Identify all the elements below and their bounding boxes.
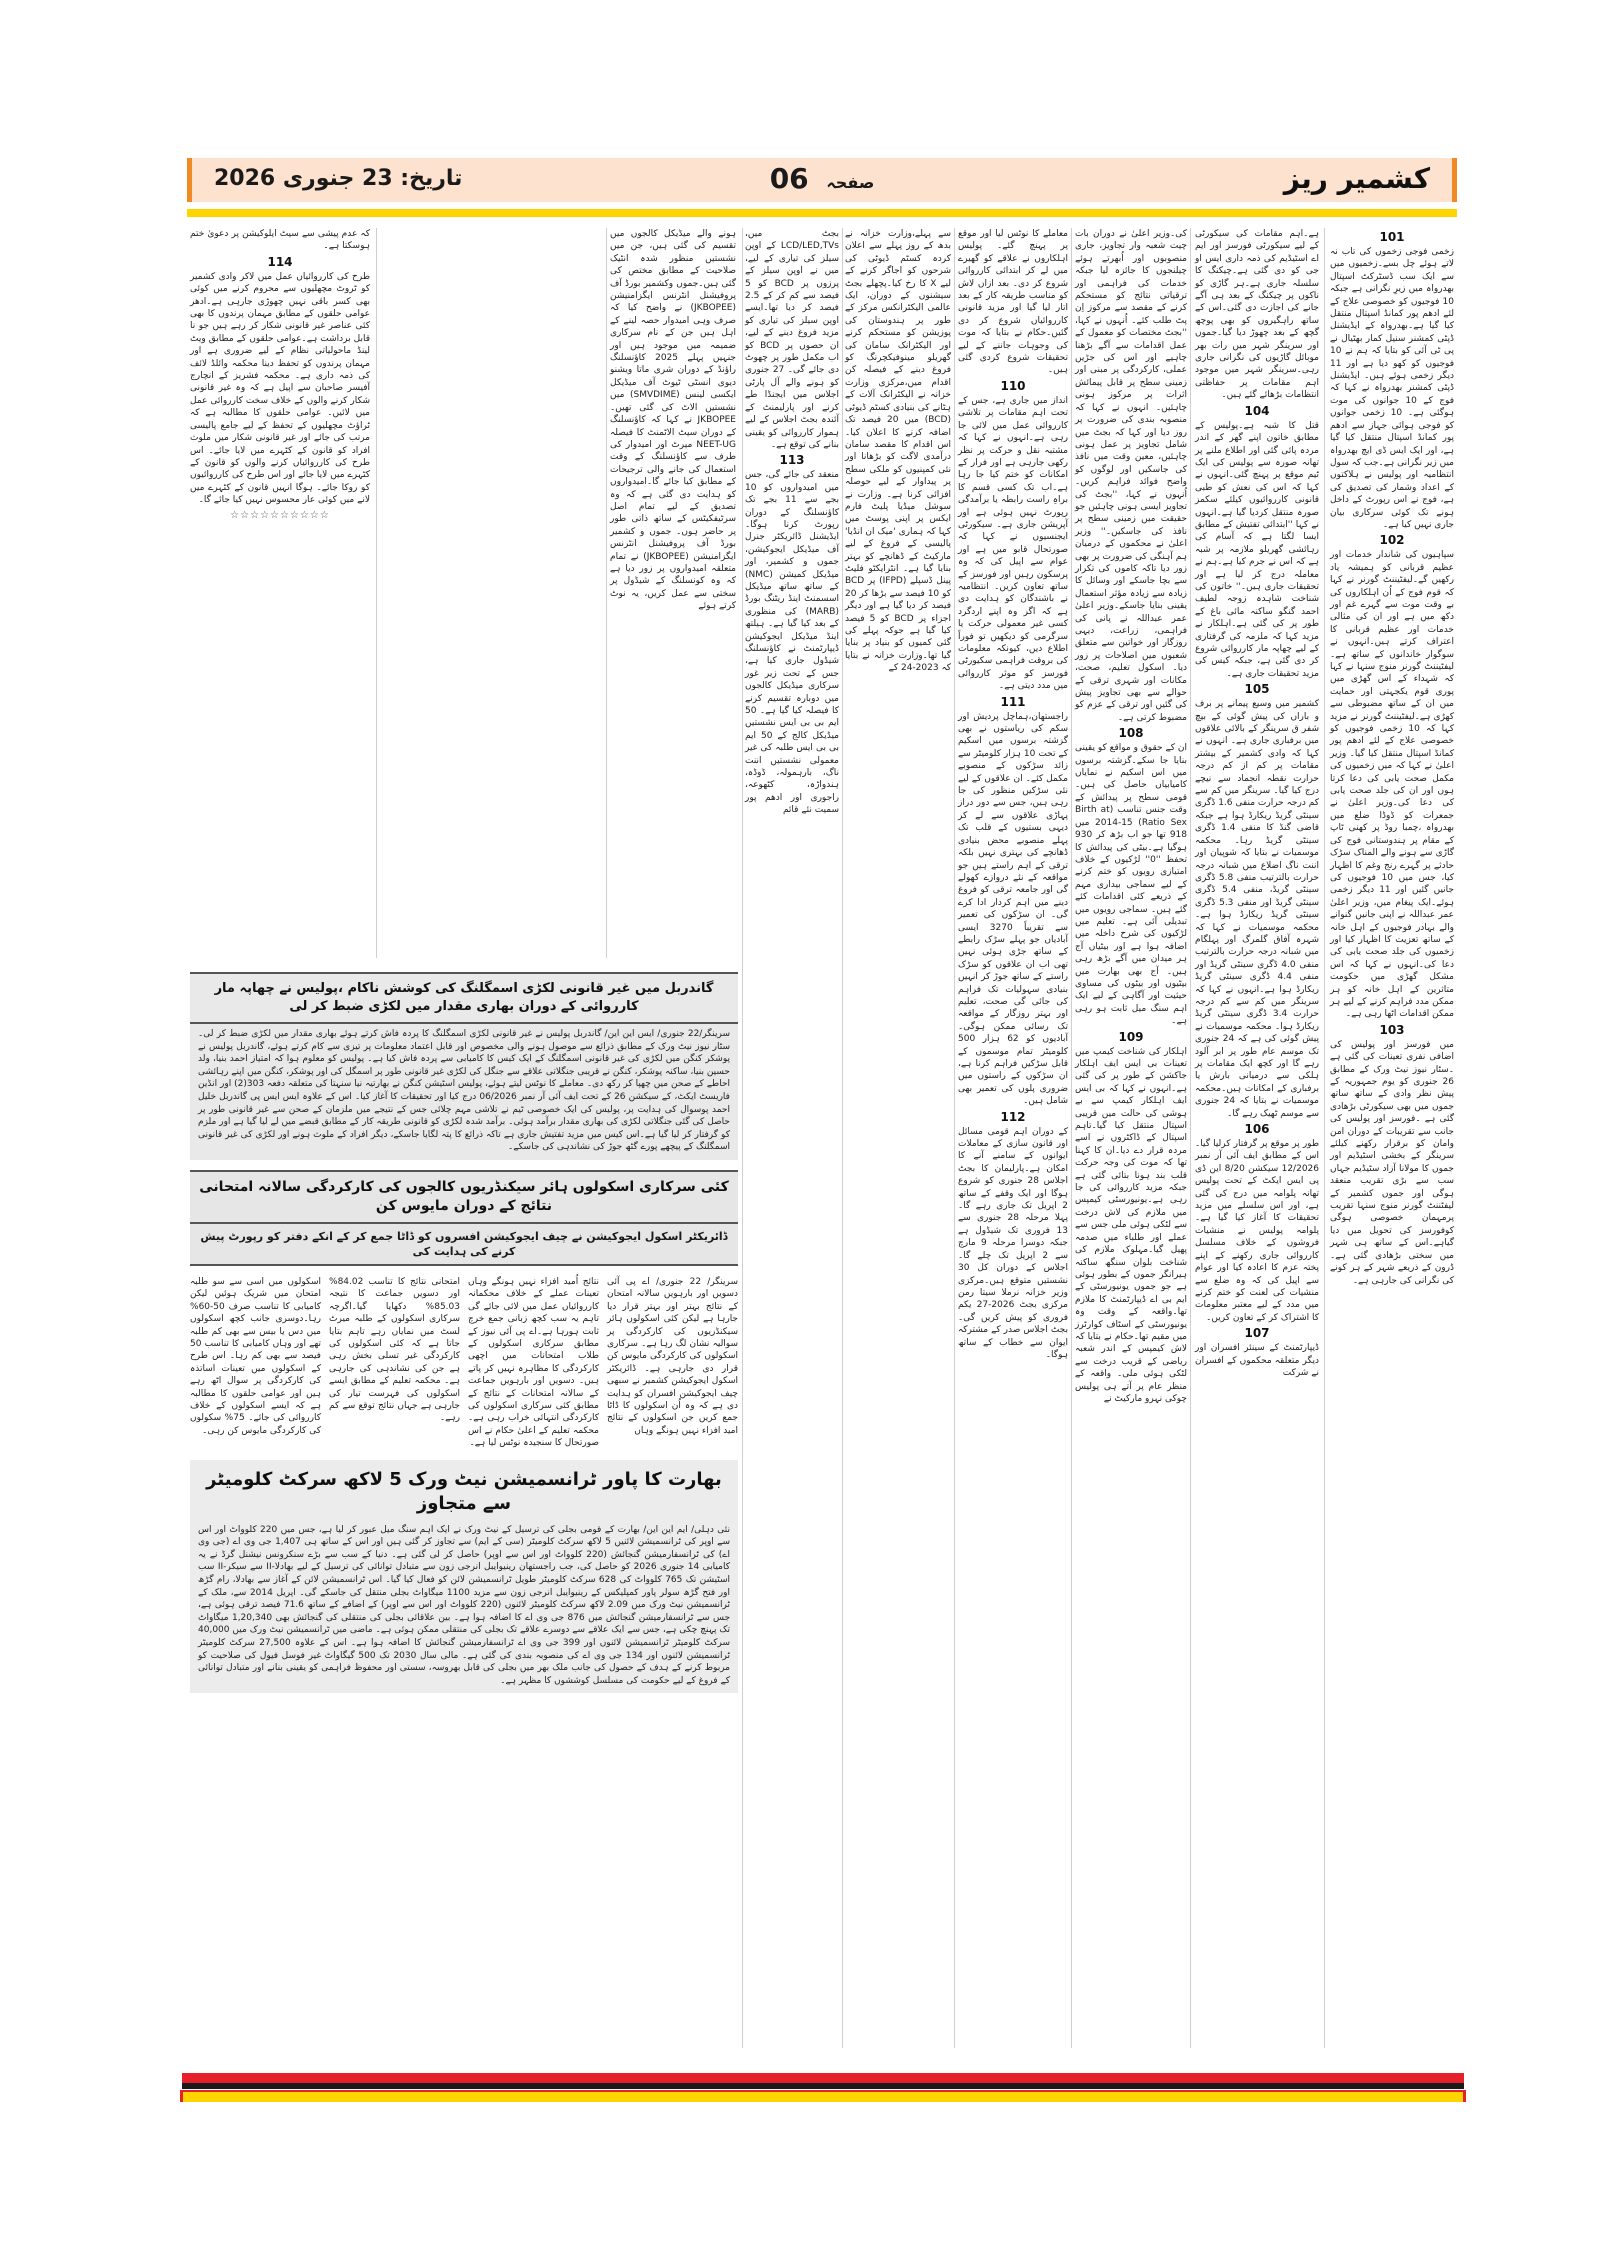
article-paragraph: میں فورسز اور پولیس کی اضافی نفری تعینات کی گئی ہے ۔سٹار نیوز نیٹ ورک کے مطابق 26 جنوری کو یوم جمہوریہ کے پیش نظر وادی کے ساتھ ساتھ جموں میں بھی سیکورٹی بڑھادی گئی ہے ۔فورسز اور پولیس کی جانب سے تقریبات کے دوران امن وامان کو برقرار رکھنے کیلئے سرینگر کے بخشی اسٹیڈیم اور جموں کا مولانا آزاد سٹیڈیم جہاں سب سے بڑی تقریب منعقد ہوگی اور جموں کشمیر کے لیفٹننٹ گورنر منوج سنہا تقریب پرمہمان خصوصی ہوگی کوفورسز کی تحویل میں دیا گیاہے۔اس کے ساتھ ہی شہر میں سختی بڑھادی گئی ہے۔ڈرون کے ذریعے شہر کے ہر کونے کی نگرانی کی جارہی ہے۔ [1330, 1039, 1454, 1286]
section-number: 101 [1379, 230, 1405, 244]
article-paragraph: قتل کا شبہ ہے۔پولیس کے مطابق خاتون اپنے گھر کے اندر مردہ پائی گئی اور اطلاع ملنے پر تھانہ صورہ سے پولیس کی ایک ٹیم موقع پر پہنچ گئی۔انہوں نے کہا کہ اس کی نعش کو طبی قانونی کارروائیوں کیلئے سکمز صورہ منتقل کردیا گیا ہے۔انہوں نے کہا ''ابتدائی تفتیش کے مطابق ایسا لگتا ہے کہ آسام کی رہائشی گھریلو ملازمہ پر شبہ ہے کہ اس نے جرم کیا ہے۔ہم نے معاملہ درج کر لیا ہے اور تحقیقات جاری ہیں۔'' خاتون کی شناخت شاہدہ زوجہ لطیف احمد گنگو ساکنہ مائی باغ کے طور پر کی گئی ہے۔اہلکار نے مزید کہا کہ ملزمہ کی گرفتاری کے لیے چھاپہ مار کارروائی شروع کر دی گئی ہے، جبکہ کیس کی مزید تحقیقات جاری ہے۔ [1195, 420, 1319, 679]
column-divider [842, 228, 843, 2048]
story-schools-columns [190, 1276, 738, 1450]
column-7 [610, 228, 736, 613]
column-divider [606, 228, 607, 958]
article-paragraph: بجٹ میں، LCD/LED,TVs کے اوپن سیلز کی تیاری کے لیے، میں نے اوپن سیلز کے پرزوں پر BCD کو 5 فیصد سے کم کر کے 2.5 فیصد کر دیا تھا۔ایسے اوپن سیلز کی تیاری کو مزید فروغ دینے کے لیے، ان حصوں پر BCD کو اب مکمل طور پر چھوٹ دی جائے گی۔ 27 جنوری کو ہونے والے آل پارٹی اجلاس میں ایجنڈا طے کرنے اور پارلیمنٹ کے آئندہ بجٹ اجلاس کے لیے ہموار کارروائی کو یقینی بنانے کی توقع ہے۔ [745, 229, 839, 450]
column-8 [190, 228, 370, 523]
headline-power-transmission[interactable]: بھارت کا پاور ٹرانسمیشن نیٹ ورک 5 لاکھ سرکٹ کلومیٹر سے متجاوز [206, 1468, 722, 1514]
section-number: 110 [1000, 378, 1026, 393]
section-number: 102 [1379, 533, 1405, 548]
section-number: 108 [1118, 726, 1144, 741]
schools-column-1: سرینگر/ 22 جنوری/ اے پی آئی دسویں اور بارہویں سالانہ امتحان کے نتائج بہتر اور بہتر قرار دیا جارہا ہے لیکن کئی اسکولوں ہائر سیکنڈریوں کی کارکردگی پر سوالیہ نشان لگ رہا ہے۔ سرکاری اسکولوں کی کارکردگی مایوس کن قرار دی جارہی ہے۔ ڈائریکٹر اسکول ایجوکیشن کشمیر نے سبھی چیف ایجوکیشن افسران کو ہدایت دی ہے کہ وہ اُن اسکولوں کا ڈاٹا جمع کریں جن اسکولوں کے نتائج امید افزاء نہیں ہونگے وہاں [607, 1276, 738, 1436]
schools-column-2: نتائج اُمید افزاء نہیں ہونگے وہاں تعینات عملے کے خلاف محکمانہ کارروائیاں عمل میں لائی جائے گی تاہم یہ سب کچھ زبانی جمع خرچ ثابت ہورہا ہے۔اے پی آئی نیوز کے مطابق سرکاری اسکولوں کے طلاب امتحانات میں اچھی کارکردگی کا مظاہرہ نہیں کر پاتے ہیں۔ دسویں اور بارہویں جماعت کے سالانہ امتحانات کے نتائج کے مطابق کئی سرکاری اسکولوں کی کارکردگی انتہائی خراب رہی ہے۔ محکمہ تعلیم کے اعلیٰ حکام نے اس صورتحال کا سنجیدہ نوٹس لیا ہے۔ [468, 1276, 599, 1449]
section-number: 114 [267, 254, 293, 269]
column-6 [745, 228, 839, 817]
headline-schools[interactable]: کئی سرکاری اسکولوں ہائر سیکنڈریوں کالجوں کی کارکردگی سالانہ امتحانی نتائج کے دوران مایوس کن [190, 1170, 738, 1224]
left-story-stack [190, 972, 738, 1693]
section-number: 112 [1000, 1109, 1026, 1124]
page-number-value: 06 [769, 162, 809, 195]
article-paragraph: راجستھان،ہماچل پردیش اور سکم کی ریاستوں نے بھی گزشتہ برسوں میں اسکیم کے تحت 10 ہزار کلومیٹر سے زائد سڑکوں کے منصوبے مکمل کئے۔ ان علاقوں کے لیے نئی سڑکیں منظور کی جا رہی ہیں، جس سے دور دراز پہاڑی علاقوں سے لے کر دیہی بستیوں کے قلب تک پہلے منصوبے محض بنیادی ڈھانچے کی بہتری نہیں بلکہ ترقی کے اہم راستے ہیں جو مواقعہ کے نئے دروازے کھولے گی اور جامعہ ترقی کو فروغ دینے میں اہم کردار ادا کرے گی۔ ان سڑکوں کی تعمیر سے تقریباً 3270 ایسی آبادیاں جو پہلے سڑک رابطے کے ساتھ جڑی ہوئی نہیں تھی اب ان علاقوں کو سڑک راستے کے ساتھ جوڑ کر انہیں بنیادی سہولیات تک فراہم کی جائی گی صحت، تعلیم اور بہتر روزگار کے مواقعہ تک رسائی ممکن ہوگی۔ آبادیوں کو 62 ہزار 500 کلومیٹر تمام موسموں کے قابل سڑکیں فراہم کرنا ہے، ان سڑکوں کے راستوں میں ضروری پلوں کی تعمیر بھی شامل ہیں۔ [958, 711, 1068, 1107]
article-paragraph: ہے۔اہم مقامات کی سیکورٹی کے لیے سیکورٹی فورسز اور ایم اے اسٹیڈیم کی ذمہ داری ایس او جی کو دی گئی ہے۔چیکنگ کا سلسلہ جاری ہے۔ہر گاڑی کو ناکوں پر چیکنگ کے بعد ہی آگے جانے کی اجازت دی گئی۔اس کے ساتھ راہگیروں کو بھی پوچھ گچھ کے بعد چھوڑ دیا گیا۔جموں اور سرینگر شہر میں رات بھر موبائل گاڑیوں کی نگرانی جاری رہی۔سرینگر شہر میں موجود اہم مقامات پر حفاظتی انتظامات بڑھائے گئے ہیں۔ [1195, 229, 1319, 401]
article-paragraph: کہ عدم پیشی سے سیٹ ایلوکیشن پر دعویٰ ختم ہوسکتا ہے۔ [190, 229, 370, 252]
column-divider [1071, 228, 1072, 2048]
article-paragraph: کی۔وزیر اعلیٰ نے دوران بات چیت شعبہ وار تجاویز، جاری منصوبوں اور اُبھرتے ہوئے چیلنجوں کا جائزہ لیا جبکہ خدمات کی فراہمی اور ترقیاتی نتائج کو مستحکم کرنے کے مقصد سے مرکوز اِن پٹ طلب کئے۔ اُنہوں نے کہا، ''بجٹ مختصات کو معمول کے عمل اقدامات سے آگے بڑھنا چاہیے اور اس کی جڑیں عملی، کارکردگی پر مبنی اور زمینی سطح پر قابل پیمائش اثرات پر مرکوز ہونی چاہئیں۔ انہوں نے کہا کہ منصوبہ بندی کی ضرورت پر روز دیا اور کہا کہ بجٹ میں شامل تجاویز پر عمل ہونی چاہئیں، معین وقت میں نافذ کی جاسکیں اور لوگوں کو واضح فوائد فراہم کریں۔ اُنہوں نے کہا، ''بجٹ کی تجاویز ایسی ہونی چاہئیں جو حقیقت میں زمینی سطح پر نافذ کی جاسکیں۔'' وزیر اعلیٰ نے محکموں کے درمیان ہم آہنگی کی ضرورت پر بھی زور دیا تاکہ کاموں کی تکرار سے بچا جاسکے اور وسائل کا زیادہ سے زیادہ مؤثر استعمال یقینی بنایا جاسکے۔وزیر اعلیٰ عمر عبداللہ نے پانی کی فراہمی، زراعت، دیہی روزگار اور خواتین سے متعلق شعبوں میں اصلاحات پر زور دیا۔ اسکول تعلیم، صحت، مکانات اور شہری ترقی کے حوالے سے بھی تجاویز پیش کی گئیں اور ترقی کے عزم کو مضبوط کرتی ہے۔ [1075, 229, 1187, 723]
article-paragraph: سپاہیوں کی شاندار خدمات اور عظیم قربانی کو ہمیشہ یاد رکھیں گے۔لیفٹیننٹ گورنر نے کہا کہ قوم فوج کے اُن اہلکاروں کی بے وقت موت سے گہرے غم اور دکھ میں ہے اور ان کی مثالی خدمات اور عظیم قربانی کا اعتراف کرتے ہیں۔انہوں نے سوگوار خاندانوں کے ساتھ ہے۔لیفٹیننٹ گورنر منوج سنہا نے کہا کہ شہداء کے اس گھڑی میں پوری قوم یکجہتی اور حمایت میں ان کے ساتھ مضبوطی سے کھڑی ہے۔لیفٹیننٹ گورنر نے مزید کہا کہ 10 زخمی فوجیوں کو خصوصی علاج کے لئے ادھم پور کمانڈ اسپتال منتقل کیا گیا۔ وزیر اعلیٰ نے کہا کہ میں زخمیوں کی مکمل صحت یابی کی دعا کرتا ہوں اور ان کی جلد صحت یابی کی دعا کی۔وزیر اعلیٰ نے جمعرات کو ڈوڈا ضلع میں بھدرواہ ،چمبا روڈ پر کھنی ٹاپ کے مقام پر ہندوستانی فوج کی گاڑی سے ہونے والے المناک سڑک حادثے پر گہرے رنج وغم کا اظہار کیا، جس میں 10 فوجیوں کی جانیں گئیں اور 11 دیگر زخمی ہوئے۔ایک پیغام میں، وزیر اعلیٰ عمر عبداللہ نے اپنی جانیں گنوانے والے بہادر فوجیوں کے اہل خانہ کے ساتھ تعزیت کا اظہار کیا اور زخمیوں کی جلد صحت یابی کی دعا کی۔انہوں نے کہا کہ اس مشکل گھڑی میں حکومت متاثرین کے اہل خانہ کو ہر ممکن مدد فراہم کرنے کے لیے ہر ممکن اقدامات اٹھا رہی ہے۔ [1330, 550, 1455, 1020]
end-stars: ☆☆☆☆☆☆☆☆☆☆ [230, 509, 330, 521]
story-power-transmission [190, 1460, 738, 1694]
article-paragraph: سے پہلے،وزارت خزانہ نے بدھ کے روز پہلے سے اعلان کردہ کسٹم ڈیوٹی کی شرحوں کو اجاگر کرنے کے لیے X کا رخ کیا۔پچھلے بجٹ سیشنوں کے دوران، ایک عالمی الیکٹرانکس مرکز کے طور پر ہندوستان کی پوزیشن کو مستحکم کرنے اور الیکٹرانک سامان کی گھریلو مینوفیکچرنگ کو فروغ دینے کے فیصلہ کن اقدام میں،مرکزی وزارت خزانہ نے الیکٹرانک آلات کے ہٹانے کی بنیادی کسٹم ڈیوٹی (BCD) میں 20 فیصد تک اضافہ کرنے کا اعلان کیا۔ اس اقدام کا مقصد سامان درآمدی لاگت کو بڑھانا اور نئی کمپنیوں کو ملکی سطح پر پیداوار کے لیے حوصلہ افزائی کرنا ہے۔ وزارت نے سوشل میڈیا پلیٹ فارم ایکس پر اپنی پوسٹ میں کہا کہ ہماری 'میک ان انڈیا' پالیسی کے فروغ کے لیے مارکیٹ کے ڈھانچے کو بہتر بنایا گیا ہے۔ انٹرایکٹو فلیٹ پینل ڈسپلے (IFPD) پر BCD کو 10 فیصد سے بڑھا کر 20 فیصد کر دیا گیا ہے اور دیگر اجزاء پر BCD کو 5 فیصد کیا گیا ہے جوکہ پہلے کی گئی کمیوں کو بنیاد پر بنایا گیا تھا۔وزارت خزانہ نے بتایا کہ 2023-24 کے [845, 229, 952, 674]
story-schools-header [190, 1170, 738, 1266]
story-body-timber: سرینگر/22 جنوری/ ایس این این/ گاندربل پولیس نے غیر قانونی لکڑی اسمگلنگ کا پردہ فاش کرتے ہوئے بھاری مقدار میں لکڑی ضبط کر لی۔ سٹار نیوز نیٹ ورک کے مطابق ذرائع سے موصول ہونے والی مخصوص اور قابل اعتماد معلومات پر تیزی سے کام کرتے ہوئے، گاندربل پولیس نے پوشکر کنگن میں لکڑی کی غیر قانونی اسمگلنگ کے ایک کیس کا کامیابی سے پردہ فاش کیا ہے۔ پولیس کو معلوم ہوا کہ امتیاز احمد بنیا، ولد حسین بنیا، ساکنہ پوشکر، کنگن نے قریبی جنگلاتی علاقے سے جنگل کی لکڑی غیر قانونی طور پر اسمگل کی اور پوشکر، کنگن میں اپنے رہائشی احاطے کے صحن میں چھپا کر رکھ دی۔ معاملے کا نوٹس لیتے ہوئے، پولیس اسٹیشن کنگن نے بھارتیہ نیا سنہتا کی متعلقہ دفعہ 303(2) اور انڈین فاریسٹ ایکٹ، کے سیکشن 26 کے تحت ایف آئی آر نمبر 06/2026 درج کیا اور تحقیقات کا آغاز کیا۔ اس کے علاوہ ایس ایس پی گاندربل خلیل احمد پوسوال کی ہدایت پر، پولیس کی ایک خصوصی ٹیم نے تلاشی مہم چلائی جس کے نتیجے میں ملزمان کے صحن سے غیر قانونی طور پر حاصل کی گئی جنگلاتی لکڑی کی بھاری مقدار برآمد ہوئی۔ برآمد شدہ لکڑی کو قانونی طریقہ کار کے مطابق قبضے میں لے لیا گیا ہے اور ملزم کو گرفتار کر لیا گیا ہے۔اس کیس میں مزید تفتیش جاری ہے تاکہ ذرائع کا پتہ لگایا جاسکے، دیگر افراد کے ملوث ہونے اور لکڑی کی غیر قانونی اسمگلنگ کے پیچھے پورے گٹھ جوڑ کی نشاندہی کی جاسکے۔ [198, 1029, 731, 1153]
column-divider [742, 228, 743, 2048]
article-paragraph: کے دوران اہم قومی مسائل اور قانون سازی کے معاملات ایوانوں کے سامنے آنے کا امکان ہے۔پارلیمان کا بجٹ اجلاس 28 جنوری کو شروع ہوگا اور ایک وقفے کے ساتھ 2 اپریل تک جاری رہے گا۔ پہلا مرحلہ 28 جنوری سے 13 فروری تک شیڈول ہے جبکہ دوسرا مرحلہ 9 مارچ سے 2 اپریل تک چلے گا۔اجلاس کے دوران کل 30 نشستیں متوقع ہیں۔مرکزی وزیر خزانہ نرملا سیتا رمن مرکزی بجٹ 2026-27 یکم فروری کو پیش کریں گی۔ بجٹ اجلاس صدر کے مشترکہ ایوان سے خطاب کے ساتھ ہوگا۔ [958, 1126, 1069, 1360]
column-3 [1075, 228, 1187, 1405]
headline-timber-smuggling[interactable]: گاندربل میں غیر قانونی لکڑی اسمگلنگ کی کوشش ناکام ،پولیس نے چھاپہ مار کارروائی کے دوران بھاری مقدار میں لکڑی ضبط کر لی [190, 972, 738, 1024]
footer-black-bar [182, 2083, 1464, 2089]
column-divider [1324, 228, 1325, 2048]
schools-column-3: امتحانی نتائج کا تناسب 84.02% اور دسویں جماعت کا نتیجہ 85.03% دکھایا گیا۔اگرچہ سرکاری اسکولوں کے طلبہ میرٹ لسٹ میں نمایاں رہے تاہم بتایا جاتا ہے کہ کئی اسکولوں کی کارکردگی غیر تسلی بخش رہی ہے جن کی نشاندہی کی جارہی ہے۔ محکمہ تعلیم کے مطابق ایسے اسکولوں کی فہرست تیار کی جارہی ہے جہاں نتائج توقع سے کم رہے۔ [329, 1276, 460, 1424]
article-paragraph: ہونے والے میڈیکل کالجوں میں تقسیم کی گئی ہیں، جن میں نشستیں منظور شدہ انٹیک صلاحیت کے مطابق مختص کی گئی ہیں۔جموں وکشمیر بورڈ آف پروفیشنل انٹرنس ایگزامنیشن (JKBOPEE) نے واضح کیا کہ صرف وہی امیدوار حصہ لینے کے اہل ہیں جن کے نام سرکاری ضمیمہ میں موجود ہیں اور جنہیں پہلے 2025 کاؤنسلنگ راؤنڈ کے دوران شری ماتا ویشنو دیوی انسٹی ٹیوٹ آف میڈیکل ایکسی لینس (SMVDIME) میں نشستیں الاٹ کی گئی تھیں۔JKBOPEE نے کہا کہ کاؤنسلنگ کے دوران سیٹ الاٹمنٹ کا فیصلہ NEET-UG میرٹ اور امیدوار کی طرف سے کاؤنسلنگ کے وقت استعمال کی جانے والی ترجیحات کے مطابق کیا جائے گا۔امیدواروں کو ہدایت دی گئی ہے کہ وہ تصدیق کے لیے تمام اصل سرٹیفکیٹس کے ساتھ ذاتی طور پر حاضر ہوں۔ جموں و کشمیر بورڈ آف پروفیشنل انٹرنس ایگزامنیشن (JKBOPEE) نے تمام متعلقہ امیدواروں پر زور دیا ہے کہ وہ کونسلنگ کے شیڈول پر سختی سے عمل کریں، یہ نوٹ کرتے ہوئے [610, 229, 736, 612]
article-paragraph: انداز میں جاری ہے، جس کے تحت اہم مقامات پر تلاشی کارروائی عمل میں لائی جا رہی ہے۔انہوں نے کہا کہ مشتبہ نقل و حرکت پر نظر رکھی جارہی ہے اور فرار کے امکانات کو ختم کیا جا رہا ہے۔اب تک کسی قسم کا براہِ راست رابطہ یا برآمدگی رپورٹ نہیں ہوئی ہے اور آپریشن جاری ہے۔ سیکورٹی ایجنسیوں نے کہا کہ صورتحال قابو میں ہے اور عوام سے اپیل کی کہ وہ پرسکون رہیں اور فورسز کے ساتھ تعاون کریں۔ انتظامیہ نے باشندگان کو ہدایت دی ہے کہ اگر وہ اپنے اردگرد کسی غیر معمولی حرکت یا سرگرمی کو دیکھیں تو فوراً اطلاع دیں، کیونکہ معلومات کی بروقت فراہمی سکیورٹی فورسز کو موثر کارروائی میں مدد دیتی ہے۔ [958, 395, 1068, 692]
masthead-yellow-rule [187, 209, 1457, 217]
page-number [770, 162, 875, 195]
footer-red-bar [182, 2073, 1464, 2083]
footer-yellow-bar [180, 2090, 1466, 2102]
article-paragraph: ڈیپارٹمنٹ کے سینئر افسران اور دیگر متعلقہ محکموں کے افسران نے شرکت [1195, 1343, 1319, 1378]
story-timber-smuggling [190, 972, 738, 1160]
section-number: 106 [1244, 1122, 1270, 1137]
schools-column-4: اسکولوں میں اسی سے سو طلبہ امتحان میں شریک ہوئیں لیکن کامیابی کا تناسب صرف 50-60% رہا۔دوسری جانب کچھ اسکولوں میں دس یا بیس سے بھی کم طلبہ تھے اور وہاں کامیابی کا تناسب 50 فیصد سے بھی کم رہا۔ اس طرح کے اسکولوں میں تعینات اساتذہ کی کارکردگی پر سوال اٹھ رہے ہیں اور عوامی حلقوں کا مطالبہ ہے کہ ایسے اسکولوں کے خلاف کارروائی کی جائے۔ 75% سکولوں کی کارکردگی مایوس کن رہی۔ [190, 1276, 321, 1436]
page-label: صفحہ [826, 173, 875, 192]
column-1 [1330, 228, 1454, 1287]
section-number: 107 [1244, 1326, 1270, 1341]
article-paragraph: معاملے کا نوٹس لیا اور موقع پر پہنچ گئے۔ پولیس اہلکاروں نے علاقے کو گھیرے میں لے کر ابتدائی کارروائی شروع کر دی۔ بعد ازاں لاش کو مناسب طریقہ کار کے بعد اتار لیا گیا اور مزید قانونی کارروائیاں شروع کر دی گئیں۔حکام نے بتایا کہ موت کی وجوہات جاننے کے لیے تحقیقات شروع کردی گئی ہیں۔ [958, 229, 1068, 376]
article-paragraph: منعقد کی جائے گی، جس میں امیدواروں کو 10 بجے سے 11 بجے تک کاؤنسلنگ کے دوران رپورٹ کرنا ہوگا۔ ایڈیشنل ڈائریکٹر جنرل آف میڈیکل ایجوکیشن، جموں و کشمیر، اور میڈیکل کمیشن (NMC) کے ساتھ ساتھ میڈیکل اسسمنٹ اینڈ ریٹنگ بورڈ (MARB) کی منظوری کے بعد کیا گیا ہے۔ ہیلتھ اینڈ میڈیکل ایجوکیشن ڈیپارٹمنٹ نے کاؤنسلنگ شیڈول جاری کیا ہے، جس کے تحت زیر غور سرکاری میڈیکل کالجوں میں دوبارہ تقسیم کرنے کا فیصلہ کیا گیا ہے۔ 50 ایم بی بی ایس نشستیں میڈیکل کالج کے 50 ایم بی بی ایس طلبہ کی غیر معمولی نشستیں اننت ناگ، بارہمولہ، ڈوڈہ، ہندواڑہ، کٹھوعہ، راجوری اور ادھم پور سمیت نئے قائم [745, 470, 840, 816]
section-number: 104 [1244, 403, 1270, 418]
article-paragraph: زخمی فوجی زخموں کی تاب نہ لاتے ہوئے چل بسے۔زخمیوں میں سے ایک سب ڈسٹرکٹ اسپتال بھدرواہ میں زیرِ نگرانی ہے جبکہ 10 فوجیوں کو خصوصی علاج کے لئے ادھم پور کمانڈ اسپتال منتقل کیا گیا ہے۔بھدرواہ کے ایڈیشنل ڈپٹی کمشنر سنیل کمار بھٹیال نے پی ٹی آئی کو بتایا کہ ہم نے 10 فوجیوں کو کھو دیا ہے اور 11 دیگر زخمی ہوئے ہیں۔ ایڈیشنل ڈپٹی کمشنر بھدرواہ نے کہا کہ فوج کے 10 جوانوں کی موت ہوگئی ہے۔ 10 زخمی جوانوں کو فوجی ہوائی جہاز سے ادھم پور کمانڈ اسپتال منتقل کیا گیا ہے، اور ایک ایس ڈی ایچ بھدرواہ میں زیر نگرانی ہے۔جب کہ سول انتظامیہ اور پولیس نے ہلاکتوں کے اعداد وشمار کی تصدیق کی ہے، فوج نے اس رپورٹ کے داخل ہونے تک کوئی سرکاری بیان جاری نہیں کیا ہے۔ [1330, 247, 1454, 530]
section-number: 111 [1000, 694, 1026, 709]
article-paragraph: طرح کی کارروائیاں عمل میں لاکر وادی کشمیر کو ٹروٹ مچھلیوں سے محروم کرنے میں کوئی بھی کسر باقی نہیں چھوڑی جارہی ہے۔ادھر عوامی حلقوں کے مطابق مہمان پرندوں کا بھی کئی عناصر غیر قانونی شکار کر رہے ہیں جو نا قابل برداشت ہے۔عوامی حلقوں کے مطابق ویٹ لینڈ ماحولیاتی نظام کے لیے ضروری ہے اور مہمان پرندوں کو تحفظ دینا محکمہ وائلڈ لائف کی ذمہ داری ہے۔ محکمہ فشریز کے انچارج آفیسر صاحبان سے اپیل ہے کہ وہ غیر قانونی شکار کرنے والوں کے خلاف سخت کارروائی عمل میں لائیں۔ عوامی حلقوں کا مطالبہ ہے کہ ٹراؤٹ مچھلیوں کے تحفظ کے لیے جامع پالیسی مرتب کی جائے اور غیر قانونی شکار میں ملوث افراد کو قانون کے کٹہرے میں لایا جائے۔ اس طرح کی کارروائیاں کرنے والوں کو قانون کے کٹہرے میں لایا جائے اور اس طرح کی کارروائیوں کو روکا جائے۔ ہوگا انہیں قانون کے کٹہرے میں لانے میں کوئی عار محسوس نہیں کیا جائے گا۔ [190, 271, 370, 506]
section-number: 103 [1379, 1022, 1405, 1037]
column-4 [958, 228, 1068, 1361]
section-number: 109 [1118, 1029, 1144, 1044]
article-paragraph: طور پر موقع پر گرفتار کرلیا گیا۔اس کے مطابق ایف آئی آر نمبر 12/2026 سیکشن 8/20 این ڈی پی ایس ایکٹ کے تحت پولیس تھانہ پلوامہ میں درج کی گئی ہے، اور اس سلسلے میں مزید تحقیقات کا آغاز کیا گیا ہے۔پلوامہ پولیس نے منشیات فروشوں کے خلاف مسلسل کارروائی جاری رکھنے کے اپنے پختہ عزم کا اعادہ کیا اور عوام سے اپیل کی کہ وہ ضلع سے منشیات کی لعنت کو ختم کرنے میں مدد کے لیے معتبر معلومات کا اشتراک کر کے تعاون کریں۔ [1195, 1139, 1319, 1323]
issue-date: تاریخ: 23 جنوری 2026 [214, 166, 463, 191]
article-paragraph: کشمیر میں وسیع پیمانے پر برف و باراں کی پیش گوئی کے بیچ شفر ق سرینگر کے بالائی علاقوں میں برفباری جاری ہے۔ انہوں نے کہا کہ وادی کشمیر کے بیشتر مقامات پر کم از کم درجہ حرارت نقطہ انجماد سے نیچے درج کیا گیا۔ سرینگر میں کم سے کم درجہ حرارت منفی 1.6 ڈگری سینٹی گریڈ ریکارڈ ہوا ہے جبکہ قاضی گنڈ کا منفی 1.4 ڈگری سینٹی گریڈ رہا۔ محکمہ موسمیات نے بتایا کہ شوپیان اور اننت ناگ اضلاع میں شبانہ درجہ حرارت بالترتیب منفی 5.8 ڈگری سینٹی گریڈ، منفی 5.4 ڈگری سینٹی گریڈ اور منفی 5.3 ڈگری سینٹی گریڈ ریکارڈ ہوا ہے۔محکمہ موسمیات نے کہا کہ شہرہ آفاق گلمرگ اور پہلگام میں شبانہ درجہ حرارت بالترتیب منفی 4.0 ڈگری سینٹی گریڈ اور منفی 4.4 ڈگری سینٹی گریڈ ریکارڈ ہوا ہے۔انہوں نے کہا کہ سرینگر میں کم سے کم درجہ حرارت 3.4 ڈگری سینٹی گریڈ ریکارڈ ہوا۔ محکمہ موسمیات نے پیش گوئی کی ہے کہ 24 جنوری تک موسم عام طور پر ابر آلود رہے گا اور کچھ ایک مقامات پر ہلکی سے درمیانی بارش یا برفباری کے امکانات ہیں۔محکمہ موسمیات نے بتایا کہ 24 جنوری سے موسم ٹھیک رہے گا۔ [1195, 699, 1319, 1119]
column-divider [954, 228, 955, 2048]
section-number: 105 [1244, 682, 1270, 697]
column-5 [845, 228, 951, 675]
column-2 [1195, 228, 1319, 1379]
article-paragraph: اہلکار کی شناخت کیمپ میں تعینات بی ایس ایف اہلکار جاکشن کے طور پر کی گئی ہے۔انہوں نے کہا کہ بی ایس ایف اہلکار کیمپ سے بے ہوشی کی حالت میں قریبی اسپتال منتقل کیا گیا۔تاہم اسپتال کے ڈاکٹروں نے اسے مردہ قرار دے دیا۔ان کا کہنا تھا کہ موت کی وجہ حرکت قلب بند ہونا بتائی گئی ہے جبکہ مزید کارروائی کی جا رہی ہے۔یونیورسٹی کیمپس میں ملازم کی لاش درخت سے لٹکی ہوئی ملی جس سے عملے اور طلباء میں صدمہ پھیل گیا۔مہلوک ملازم کی شناخت بلوان سنگھ ساکنہ ہیرانگر جموں کے بطور ہوئی ہے جو جموں یونیورسٹی کے ایم بی اے ڈیپارٹمنٹ کا ملازم تھا۔واقعہ کے وقت وہ یونیورسٹی کے اسٹاف کوارٹرز میں مقیم تھا۔حکام نے بتایا کہ لاش کیمپس کے اندر شعبہ ریاضی کے قریب درخت سے لٹکی ہوئی ملی۔ واقعہ کے منظر عام پر آتے ہی پولیس چوکی نہرو مارکیٹ نے [1075, 1046, 1187, 1404]
column-divider [1190, 228, 1191, 2048]
column-divider [376, 228, 377, 958]
newspaper-name: کشمیر ریز [1283, 162, 1430, 195]
masthead [187, 158, 1457, 202]
section-number: 113 [779, 453, 805, 468]
story-body-power: نئی دہلی/ ایم این این/ بھارت کے قومی بجلی کی ترسیل کے نیٹ ورک نے ایک اہم سنگ میل عبور کر لیا ہے، جس میں 220 کلوواٹ اور اس سے اوپر کی ٹرانسمیشن لائنیں 5 لاکھ سرکٹ کلومیٹر (سی کے ایم) سے تجاوز کر گئی ہیں اور اس کے ساتھ ہی 1,407 جی وی اے (جی وی اے) کی ٹرانسفارمیشن گنجائش (220 کلوواٹ اور اس سے اوپر) حاصل کر لی گئی ہے۔ دنیا کے سب سے بڑے سنکرونس نیشنل گرڈ نے یہ کامیابی 14 جنوری 2026 کو حاصل کی، جب راجستھان رینیوایبل انرجی زون سے متبادل توانائی کی ترسیل کے لیے بھادلا-II سے سیکر-II سب اسٹیشن تک 765 کلوواٹ کی 628 سرکٹ کلومیٹر طویل ٹرانسمیشن لائن کو فعال کیا گیا۔ اس ٹرانسمیشن لائن کے آغاز سے بھادلا، رام گڑھ اور فتح گڑھ سولر پاور کمپلیکس کے رینیوایبل انرجی زون سے مزید 1100 میگاواٹ بجلی منتقل کی جاسکے گی۔ اپریل 2014 سے، ملک کے ٹرانسمیشن نیٹ ورک میں 2.09 لاکھ سرکٹ کلومیٹر لائنوں (220 کلوواٹ اور اس سے اوپر) کے اضافے کے ساتھ 71.6 فیصد ترقی ہوئی ہے، جس سے ٹرانسفارمیشن گنجائش میں 876 جی وی اے کا اضافہ ہوا ہے۔ بین علاقائی بجلی کی منتقلی کی گنجائش بھی 1,20,340 میگاواٹ تک پہنچ چکی ہے، جس سے ایک علاقے سے دوسرے علاقے تک بجلی کی منتقلی ممکن ہوئی ہے۔ ماضی میں ٹرانسمیشن نیٹ ورک میں 40,000 سرکٹ کلومیٹر ٹرانسمیشن لائنوں اور 399 جی وی اے ٹرانسفارمیشن گنجائش کا اضافہ ہوا ہے۔ اس کے علاوہ 27,500 سرکٹ کلومیٹر ٹرانسمیشن لائنوں اور 134 جی وی اے کی منصوبہ بندی کی گئی ہے۔ مالی سال 2030 تک 500 گیگاواٹ غیر فوسل فیول کی صلاحیت کو مربوط کرنے کے ہدف کے حصول کی جانب ملک بھر میں بجلی کی قابل بھروسہ، سستی اور محفوظ فراہمی کو یقینی بنانے اور متبادل توانائی کے فروغ کے لیے حکومت کی مسلسل کوششوں کا مظہر ہے۔ [198, 1524, 731, 1686]
subheadline-schools: ڈائریکٹر اسکول ایجوکیشن نے چیف ایجوکیشن افسروں کو ڈاٹا جمع کر کے انکے دفتر کو رپورٹ پیش کرنے کی ہدایت کی [190, 1224, 738, 1266]
article-paragraph: ان کے حقوق و مواقع کو یقینی بنایا جا سکے۔گزشتہ برسوں میں اس اسکیم نے نمایاں کامیابیاں حاصل کی ہیں۔قومی سطح پر پیدائش کے وقت جنس تناسب (Birth at Ratio Sex) 2014-15 میں 918 تھا جو اب بڑھ کر 930 ہوگیا ہے۔بیٹی کی پیدائش کا تحفظ ''0'' لڑکیوں کے خلاف امتیازی رویوں کو ختم کرنے کے لیے سماجی بیداری مہم کے ذریعے کئی اقدامات کئے گئے ہیں۔ سماجی رویوں میں تبدیلی آئی ہے۔ تعلیم میں لڑکیوں کی شرح داخلہ میں اضافہ ہوا ہے اور بیٹیاں آج ہر میدان میں آگے بڑھ رہی ہیں۔ آج بھی بھارت میں بیٹیوں اور بیٹوں کی مساوی حیثیت اور آگاہی کے لیے ایک اہم سنگ میل ثابت ہو رہی ہے۔ [1075, 743, 1188, 1027]
